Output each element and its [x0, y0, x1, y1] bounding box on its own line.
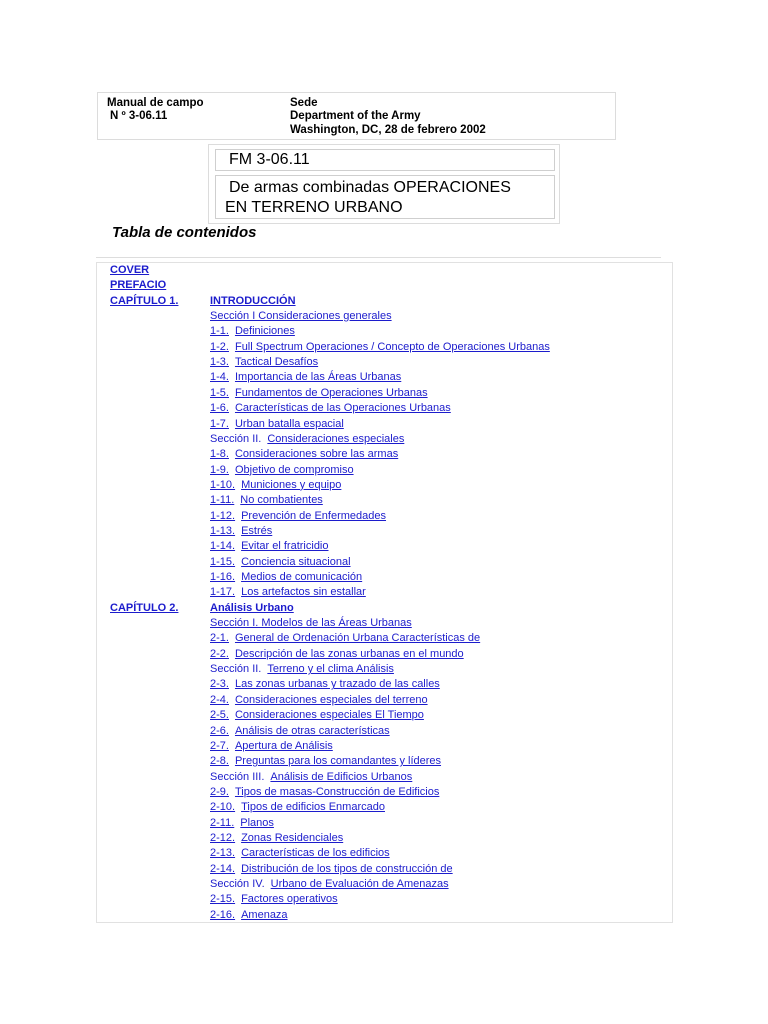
item-title-link[interactable]: Consideraciones especiales del terreno	[234, 693, 428, 706]
item-cell	[210, 800, 385, 815]
item-number-link[interactable]: 1-16.	[210, 571, 236, 583]
item-number-link[interactable]: 2-5.	[210, 709, 229, 722]
item-title-link[interactable]: Consideraciones especiales El Tiempo	[234, 709, 424, 722]
item-number-link[interactable]: 1-17.	[210, 586, 236, 599]
section-cell	[210, 662, 394, 677]
item-title-link[interactable]: Planos	[240, 816, 274, 829]
toc-row	[97, 601, 672, 616]
manual-title-line1: De armas combinadas OPERACIONES	[229, 179, 511, 196]
item-title-link[interactable]: Preguntas para los comandantes y líderes	[234, 755, 442, 768]
item-number-link[interactable]: 2-6.	[210, 724, 229, 737]
toc-row	[97, 662, 672, 677]
toc-row	[97, 862, 672, 877]
section-label: Sección III.	[210, 770, 265, 783]
toc-row	[97, 447, 672, 462]
section-cell	[210, 432, 404, 447]
item-cell	[210, 447, 398, 462]
item-number-link[interactable]: 2-7.	[210, 739, 229, 752]
section-title-link[interactable]: Terreno y el clima Análisis	[267, 663, 394, 676]
item-number-link[interactable]: 2-10.	[210, 801, 236, 814]
item-number-link[interactable]: 2-3.	[210, 678, 229, 691]
item-cell	[210, 555, 351, 570]
item-number-link[interactable]: 2-12.	[210, 831, 236, 844]
toc-row	[97, 370, 672, 385]
toc-row	[97, 539, 672, 554]
item-cell	[210, 386, 428, 401]
item-title-link[interactable]: Consideraciones sobre las armas	[234, 448, 399, 461]
item-title-link[interactable]: Objetivo de compromiso	[234, 463, 354, 476]
item-title-link[interactable]: No combatientes	[240, 494, 323, 507]
item-number-link[interactable]: 2-15.	[210, 893, 236, 906]
item-cell	[210, 463, 354, 478]
item-cell	[210, 739, 333, 754]
toc-row	[97, 340, 672, 355]
toc-row	[97, 908, 672, 923]
toc-row	[97, 631, 672, 646]
toc-row	[97, 263, 672, 278]
item-title-link[interactable]: Características de las Operaciones Urbanas	[234, 402, 451, 415]
item-cell	[210, 585, 366, 600]
item-title-link[interactable]: Prevención de Enfermedades	[241, 509, 387, 522]
item-number-link[interactable]: 2-8.	[210, 755, 229, 768]
section-cell	[210, 877, 449, 892]
toc-row	[97, 585, 672, 600]
table-of-contents	[96, 262, 673, 923]
toc-row	[97, 478, 672, 493]
toc-row	[97, 647, 672, 662]
section-link[interactable]: Sección I Consideraciones generales	[210, 310, 392, 323]
toc-row	[97, 294, 672, 309]
toc-row	[97, 432, 672, 447]
item-number-link[interactable]: 2-13.	[210, 847, 236, 860]
item-cell	[210, 509, 386, 524]
item-cell	[210, 724, 390, 739]
item-number-link[interactable]: 1-7.	[210, 417, 229, 430]
item-title-link[interactable]: Fundamentos de Operaciones Urbanas	[234, 386, 428, 399]
item-cell	[210, 355, 318, 370]
item-cell	[210, 846, 390, 861]
manual-number: N º 3-06.11	[110, 110, 168, 122]
item-cell	[210, 401, 451, 416]
item-title-link[interactable]: Urban batalla espacial	[234, 417, 344, 430]
item-number-link[interactable]: 1-10.	[210, 478, 236, 491]
location-date: Washington, DC, 28 de febrero 2002	[290, 124, 486, 136]
toc-row	[97, 785, 672, 800]
item-title-link[interactable]: General de Ordenación Urbana Características de	[234, 632, 481, 645]
item-title-link[interactable]: Características de los edificios	[241, 847, 390, 860]
toc-row	[97, 877, 672, 892]
toc-row	[97, 309, 672, 324]
item-title-link[interactable]: Full Spectrum Operaciones / Concepto de Operaciones Urbanas	[234, 340, 550, 353]
item-title-link[interactable]: Estrés	[241, 524, 273, 537]
item-number-link[interactable]: 2-4.	[210, 693, 229, 706]
toc-row	[97, 401, 672, 416]
section-title-link[interactable]: Consideraciones especiales	[267, 432, 405, 445]
toc-row	[97, 555, 672, 570]
item-number-link[interactable]: 1-9.	[210, 463, 229, 476]
item-cell	[210, 693, 428, 708]
item-number-link[interactable]: 1-14.	[210, 540, 236, 553]
item-number-link[interactable]: 1-1.	[210, 325, 229, 338]
item-cell	[210, 831, 343, 846]
item-title-link[interactable]: Apertura de Análisis	[234, 739, 333, 752]
item-cell	[210, 370, 401, 385]
section-cell	[210, 616, 412, 631]
department-name: Department of the Army	[290, 110, 421, 122]
section-cell	[210, 309, 392, 324]
item-cell	[210, 785, 439, 800]
toc-row	[97, 463, 672, 478]
item-number-link[interactable]: 1-11.	[210, 494, 235, 507]
toc-row	[97, 570, 672, 585]
item-number-link[interactable]: 1-5.	[210, 386, 229, 399]
item-cell	[210, 677, 440, 692]
item-cell	[210, 493, 323, 508]
toc-row	[97, 616, 672, 631]
item-title-link[interactable]: Descripción de las zonas urbanas en el mundo	[234, 647, 464, 660]
item-number-link[interactable]: 2-2.	[210, 647, 229, 660]
item-number-link[interactable]: 2-9.	[210, 785, 229, 798]
toc-row	[97, 831, 672, 846]
item-cell	[210, 324, 295, 339]
section-title-link[interactable]: Análisis de Edificios Urbanos	[270, 770, 413, 783]
document-header	[97, 92, 616, 140]
chapter-title-link[interactable]: Análisis Urbano	[210, 601, 294, 614]
item-title-link[interactable]: Zonas Residenciales	[241, 831, 344, 844]
item-title-link[interactable]: Tipos de edificios Enmarcado	[241, 801, 385, 814]
title-box	[208, 144, 560, 224]
sede-label: Sede	[290, 97, 318, 109]
toc-row	[97, 754, 672, 769]
toc-top-link[interactable]: PREFACIO	[110, 279, 167, 292]
item-title-link[interactable]: Tactical Desafíos	[234, 356, 319, 369]
section-title-link[interactable]: Urbano de Evaluación de Amenazas	[270, 878, 449, 890]
toc-row	[97, 770, 672, 785]
toc-row	[97, 355, 672, 370]
item-cell	[210, 708, 424, 723]
item-cell	[210, 908, 288, 923]
item-cell	[210, 340, 550, 355]
item-number-link[interactable]: 2-14.	[210, 862, 236, 875]
manual-title-line2: EN TERRENO URBANO	[225, 199, 403, 216]
item-number-link[interactable]: 1-12.	[210, 509, 236, 522]
divider	[96, 257, 661, 258]
item-cell	[210, 816, 274, 831]
toc-row	[97, 324, 672, 339]
section-label: Sección II.	[210, 663, 262, 676]
section-link[interactable]: Sección I. Modelos de las Áreas Urbanas	[210, 617, 412, 630]
toc-row	[97, 417, 672, 432]
toc-row	[97, 892, 672, 907]
item-cell	[210, 570, 362, 585]
item-title-link[interactable]: Conciencia situacional	[241, 555, 351, 568]
item-title-link[interactable]: Municiones y equipo	[241, 478, 342, 491]
toc-row	[97, 800, 672, 815]
toc-row	[97, 724, 672, 739]
item-cell	[210, 417, 344, 432]
toc-row	[97, 677, 672, 692]
item-number-link[interactable]: 2-16.	[210, 908, 236, 921]
item-title-link[interactable]: Amenaza	[241, 908, 288, 921]
item-cell	[210, 524, 272, 539]
item-title-link[interactable]: Las zonas urbanas y trazado de las calles	[234, 678, 440, 691]
item-number-link[interactable]: 1-15.	[210, 555, 236, 568]
item-number-link[interactable]: 1-8.	[210, 448, 229, 461]
item-title-link[interactable]: Importancia de las Áreas Urbanas	[234, 371, 402, 384]
item-title-link[interactable]: Los artefactos sin estallar	[241, 586, 366, 599]
toc-row	[97, 524, 672, 539]
item-cell	[210, 647, 464, 662]
item-title-link[interactable]: Evitar el fratricidio	[241, 540, 329, 553]
item-title-link[interactable]: Definiciones	[234, 325, 295, 338]
toc-row	[97, 493, 672, 508]
item-title-link[interactable]: Factores operativos	[241, 893, 338, 906]
section-cell	[210, 770, 412, 785]
item-number-link[interactable]: 1-6.	[210, 402, 229, 415]
item-cell	[210, 892, 338, 907]
item-title-link[interactable]: Tipos de masas-Construcción de Edificios	[234, 785, 440, 798]
item-cell	[210, 754, 441, 769]
item-title-link[interactable]: Distribución de los tipos de construcción de	[241, 862, 453, 875]
chapter-title-link[interactable]: INTRODUCCIÓN	[210, 294, 296, 307]
manual-title	[215, 175, 555, 219]
item-number-link[interactable]: 2-1.	[210, 632, 229, 645]
item-number-link[interactable]: 1-13.	[210, 524, 236, 537]
item-number-link[interactable]: 1-2.	[210, 340, 229, 353]
item-title-link[interactable]: Medios de comunicación	[241, 571, 363, 583]
item-number-link[interactable]: 2-11.	[210, 816, 235, 829]
toc-heading: Tabla de contenidos	[112, 224, 257, 241]
item-number-link[interactable]: 1-4.	[210, 371, 229, 384]
item-cell	[210, 862, 453, 877]
toc-row	[97, 846, 672, 861]
item-cell	[210, 631, 480, 646]
item-cell	[210, 478, 341, 493]
manual-label: Manual de campo	[107, 97, 204, 109]
item-number-link[interactable]: 1-3.	[210, 356, 229, 369]
chapter-label-link[interactable]: CAPÍTULO 2.	[110, 601, 179, 614]
toc-row	[97, 816, 672, 831]
toc-row	[97, 509, 672, 524]
toc-row	[97, 708, 672, 723]
toc-top-link[interactable]: COVER	[110, 264, 150, 276]
chapter-label-link[interactable]: CAPÍTULO 1.	[110, 294, 179, 307]
toc-row	[97, 278, 672, 293]
toc-row	[97, 739, 672, 754]
toc-row	[97, 386, 672, 401]
item-cell	[210, 539, 329, 554]
section-label: Sección IV.	[210, 878, 265, 890]
item-title-link[interactable]: Análisis de otras características	[234, 724, 390, 737]
toc-row	[97, 693, 672, 708]
section-label: Sección II.	[210, 432, 262, 445]
manual-code: FM 3-06.11	[215, 149, 555, 171]
